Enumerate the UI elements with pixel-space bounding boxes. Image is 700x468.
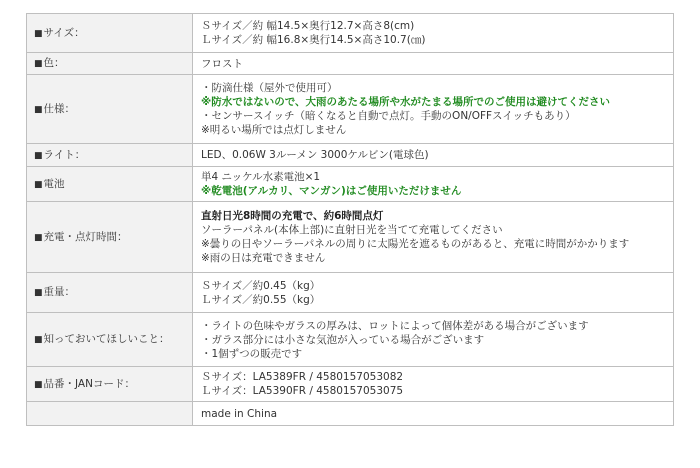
spec-label-origin — [27, 402, 193, 426]
spec-value-line: ※防水ではないので、大雨のあたる場所や水がたまる場所でのご使用は避けてください — [201, 96, 610, 108]
spec-row-size — [27, 14, 674, 53]
spec-value-line: Ｓサイズ：LA5389FR / 4580157053082 — [201, 371, 404, 383]
spec-label-text: サイズ： — [43, 26, 85, 39]
spec-value-line: ※雨の日は充電できません — [201, 252, 326, 264]
spec-label-text: ライト： — [43, 148, 86, 161]
spec-value-line: 直射日光8時間の充電で、約6時間点灯 — [201, 210, 384, 222]
spec-label-text: 色： — [43, 57, 65, 69]
bullet-square-icon: ■ — [34, 104, 43, 115]
spec-label-weight — [27, 273, 193, 313]
bullet-square-icon: ■ — [34, 59, 43, 69]
spec-table-body — [27, 14, 674, 426]
bullet-square-icon: ■ — [34, 379, 43, 390]
spec-value-line: フロスト — [201, 57, 243, 70]
spec-label-color — [27, 53, 193, 75]
spec-value-line: ・センサースイッチ（暗くなると自動で点灯。手動のON/OFFスイッチもあり） — [201, 110, 576, 122]
spec-value-origin — [193, 402, 674, 426]
spec-value-line: ・ガラス部分には小さな気泡が入っている場合がございます — [201, 333, 485, 346]
spec-value-charge — [193, 202, 674, 273]
spec-value-line: ソーラーパネル(本体上部)に直射日光を当てて充電してください — [201, 224, 503, 236]
spec-value-light — [193, 144, 674, 167]
spec-value-jan — [193, 367, 674, 402]
spec-label-text: 知っておいてほしいこと： — [43, 333, 170, 345]
spec-row-notes — [27, 313, 674, 367]
spec-value-line: Ｌサイズ／約 幅16.8×奥行14.5×高さ10.7(㎝) — [201, 34, 426, 46]
bullet-square-icon: ■ — [34, 179, 43, 190]
bullet-square-icon: ■ — [34, 335, 43, 345]
spec-value-line: ※明るい場所では点灯しません — [201, 124, 347, 136]
spec-value-size — [193, 14, 674, 53]
spec-label-text: 品番・JANコード： — [43, 377, 135, 390]
spec-row-battery — [27, 167, 674, 202]
spec-value-line: Ｌサイズ／約0.55（kg） — [201, 293, 321, 306]
spec-value-line: Ｓサイズ／約0.45（kg） — [201, 279, 321, 292]
spec-value-battery — [193, 167, 674, 202]
spec-value-line: Ｌサイズ：LA5390FR / 4580157053075 — [201, 385, 404, 397]
spec-value-line: ・防滴仕様（屋外で使用可） — [201, 82, 338, 94]
spec-label-text: 仕様： — [43, 102, 76, 115]
spec-value-spec — [193, 75, 674, 144]
spec-value-line: ※乾電池(アルカリ、マンガン)はご使用いただけません — [201, 185, 462, 197]
spec-row-spec — [27, 75, 674, 144]
spec-row-charge — [27, 202, 674, 273]
spec-value-line: made in China — [201, 407, 278, 420]
spec-row-weight — [27, 273, 674, 313]
spec-value-line: Ｓサイズ／約 幅14.5×奥行12.7×高さ8(cm) — [201, 20, 415, 32]
spec-label-jan — [27, 367, 193, 402]
spec-label-charge — [27, 202, 193, 273]
spec-value-line: ・ライトの色味やガラスの厚みは、ロットによって個体差がある場合がございます — [201, 319, 589, 332]
bullet-square-icon: ■ — [34, 288, 43, 298]
spec-label-spec — [27, 75, 193, 144]
spec-value-notes — [193, 313, 674, 367]
spec-row-light — [27, 144, 674, 167]
spec-row-color — [27, 53, 674, 75]
bullet-square-icon: ■ — [34, 150, 43, 161]
spec-value-line: ・1個ずつの販売です — [201, 347, 303, 360]
spec-value-line: ※曇りの日やソーラーパネルの周りに太陽光を遮るものがあると、充電に時間がかかります — [201, 238, 630, 250]
spec-label-notes — [27, 313, 193, 367]
spec-label-text: 充電・点灯時間： — [43, 230, 128, 243]
spec-value-weight — [193, 273, 674, 313]
spec-table — [26, 13, 674, 426]
spec-value-line: LED、0.06W 3ルーメン 3000ケルビン(電球色) — [201, 149, 429, 161]
bullet-square-icon: ■ — [34, 28, 43, 39]
spec-label-size — [27, 14, 193, 53]
bullet-square-icon: ■ — [34, 232, 43, 243]
spec-label-text: 電池 — [43, 177, 65, 190]
spec-label-text: 重量： — [43, 286, 76, 298]
spec-label-battery — [27, 167, 193, 202]
spec-row-origin — [27, 402, 674, 426]
spec-value-color — [193, 53, 674, 75]
spec-label-light — [27, 144, 193, 167]
spec-value-line: 単4 ニッケル水素電池×1 — [201, 171, 321, 183]
spec-row-jan — [27, 367, 674, 402]
